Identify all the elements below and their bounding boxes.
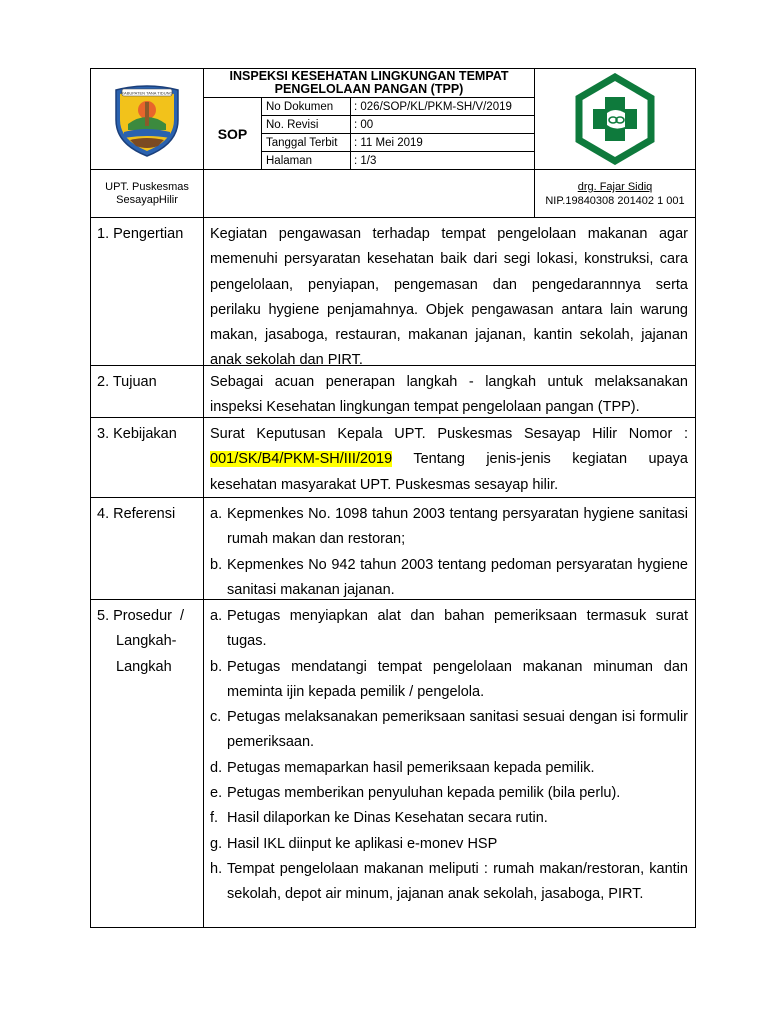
list-marker: f. bbox=[210, 810, 219, 827]
list-marker: g. bbox=[210, 835, 223, 852]
list-text: Hasil IKL diinput ke aplikasi e-monev HSP bbox=[227, 835, 498, 852]
list-marker: a. bbox=[210, 506, 223, 522]
meta-row-doc-number bbox=[262, 98, 534, 115]
list-item bbox=[210, 604, 688, 655]
regency-emblem-icon bbox=[108, 80, 186, 158]
list-item bbox=[210, 502, 688, 553]
list-item bbox=[210, 781, 688, 806]
meta-value: : 026/SOP/KL/PKM-SH/V/2019 bbox=[350, 98, 534, 115]
list-item bbox=[210, 655, 688, 706]
section-label: 3. Kebijakan bbox=[97, 426, 177, 442]
sop-label: SOP bbox=[217, 125, 248, 142]
document-title bbox=[204, 69, 534, 98]
signatory-nip: NIP.19840308 201402 1 001 bbox=[545, 195, 685, 207]
section-label: 1. Pengertian bbox=[97, 226, 184, 242]
section-goal bbox=[91, 365, 695, 417]
title-line-2: PENGELOLAAN PANGAN (TPP) bbox=[274, 82, 464, 96]
section-list bbox=[203, 600, 695, 927]
organization-line-2: SesayapHilir bbox=[116, 194, 178, 206]
section-list bbox=[203, 498, 695, 599]
policy-decree-number: 001/SK/B4/PKM-SH/III/2019 bbox=[210, 451, 393, 468]
list-marker: b. bbox=[210, 658, 223, 675]
section-text: Sebagai acuan penerapan langkah - langkah untuk melaksanakan inspeksi Kesehatan lingkungan tempat pengelolaan pangan (TPP). bbox=[203, 366, 695, 417]
list-text: Petugas memaparkan hasil pemeriksaan kepada pemilik. bbox=[227, 759, 595, 776]
list-item bbox=[210, 806, 688, 831]
meta-row-page bbox=[262, 151, 534, 169]
list-marker: h. bbox=[210, 860, 223, 877]
meta-row-issue-date bbox=[262, 133, 534, 151]
list-text: Tempat pengelolaan makanan meliputi : rumah makan/restoran, kantin sekolah, depot air minum, jajanan anak sekolah, jasaboga, PIRT. bbox=[227, 860, 688, 903]
section-procedure bbox=[91, 599, 695, 927]
list-item bbox=[210, 705, 688, 756]
list-item bbox=[210, 832, 688, 857]
signatory bbox=[534, 170, 695, 217]
regency-logo-cell bbox=[91, 69, 203, 169]
health-cross-logo-icon bbox=[569, 73, 661, 165]
list-text: Kepmenkes No 942 tahun 2003 tentang pedoman persyaratan hygiene sanitasi makanan jajanan. bbox=[227, 556, 688, 598]
document-meta bbox=[204, 98, 534, 169]
meta-key: Halaman bbox=[266, 154, 313, 167]
meta-key: No. Revisi bbox=[266, 118, 319, 131]
signature-row bbox=[91, 169, 695, 217]
list-text: Petugas melaksanakan pemeriksaan sanitasi sesuai dengan isi formulir pemeriksaan. bbox=[227, 709, 688, 751]
header-middle bbox=[203, 69, 534, 169]
section-policy bbox=[91, 417, 695, 497]
sop-document bbox=[90, 68, 696, 928]
policy-text-before: Surat Keputusan Kepala UPT. Puskesmas Sesayap Hilir Nomor : bbox=[210, 426, 688, 442]
section-label: 4. Referensi bbox=[97, 506, 176, 522]
procedure-label-line-3: Langkah bbox=[116, 658, 172, 675]
procedure-label-line-2: Langkah- bbox=[116, 633, 177, 650]
signatory-name: drg. Fajar Sidiq bbox=[577, 181, 653, 193]
list-item bbox=[210, 857, 688, 908]
list-marker: e. bbox=[210, 785, 223, 802]
organization bbox=[91, 170, 203, 217]
meta-value: : 1/3 bbox=[350, 152, 534, 169]
meta-value: : 11 Mei 2019 bbox=[350, 134, 534, 151]
health-logo-cell bbox=[534, 69, 695, 169]
section-definition bbox=[91, 217, 695, 369]
logo-text: KABUPATEN TANA TIDUNG bbox=[121, 90, 173, 96]
list-text: Petugas memberikan penyuluhan kepada pemilik (bila perlu). bbox=[227, 785, 621, 802]
list-text: Kepmenkes No. 1098 tahun 2003 tentang persyaratan hygiene sanitasi rumah makan dan restoran; bbox=[227, 506, 688, 548]
meta-row-revision bbox=[262, 115, 534, 133]
meta-table bbox=[261, 98, 534, 169]
section-label bbox=[91, 600, 203, 927]
meta-key: No Dokumen bbox=[266, 100, 334, 113]
section-text bbox=[203, 418, 695, 497]
organization-line-1: UPT. Puskesmas bbox=[105, 181, 189, 193]
list-item bbox=[210, 756, 688, 781]
list-text: Petugas mendatangi tempat pengelolaan makanan minuman dan meminta ijin kepada pemilik / pengelola. bbox=[227, 658, 688, 700]
meta-value: : 00 bbox=[350, 116, 534, 133]
section-label: 2. Tujuan bbox=[97, 374, 157, 390]
section-text: Kegiatan pengawasan terhadap tempat pengelolaan makanan agar memenuhi persyaratan kesehatan baik dari segi lokasi, konstruksi, cara pengelolaan, penyiapan, pengemasan dan pengedarannnya serta perilaku hygiene penjamahnya. Objek pengawasan antara lain warung makan, jasaboga, restauran, makanan jajanan, kantin sekolah, jajanan anak sekolah dan PIRT. bbox=[203, 218, 695, 365]
list-marker: a. bbox=[210, 608, 223, 624]
list-text: Hasil dilaporkan ke Dinas Kesehatan secara rutin. bbox=[227, 810, 548, 827]
list-marker: d. bbox=[210, 759, 223, 776]
policy-text-after: Tentang jenis-jenis kegiatan upaya kesehatan masyarakat UPT. Puskesmas sesayap hilir. bbox=[210, 451, 688, 493]
signature-space bbox=[203, 170, 534, 217]
procedure-label-line-1: 5. Prosedur / bbox=[97, 608, 185, 624]
meta-key: Tanggal Terbit bbox=[266, 136, 338, 149]
list-marker: b. bbox=[210, 556, 223, 573]
section-reference bbox=[91, 497, 695, 599]
list-item bbox=[210, 553, 688, 604]
list-marker: c. bbox=[210, 709, 222, 726]
header-row bbox=[91, 69, 695, 169]
title-line-1: INSPEKSI KESEHATAN LINGKUNGAN TEMPAT bbox=[229, 69, 509, 83]
list-text: Petugas menyiapkan alat dan bahan pemeriksaan termasuk surat tugas. bbox=[227, 608, 688, 650]
